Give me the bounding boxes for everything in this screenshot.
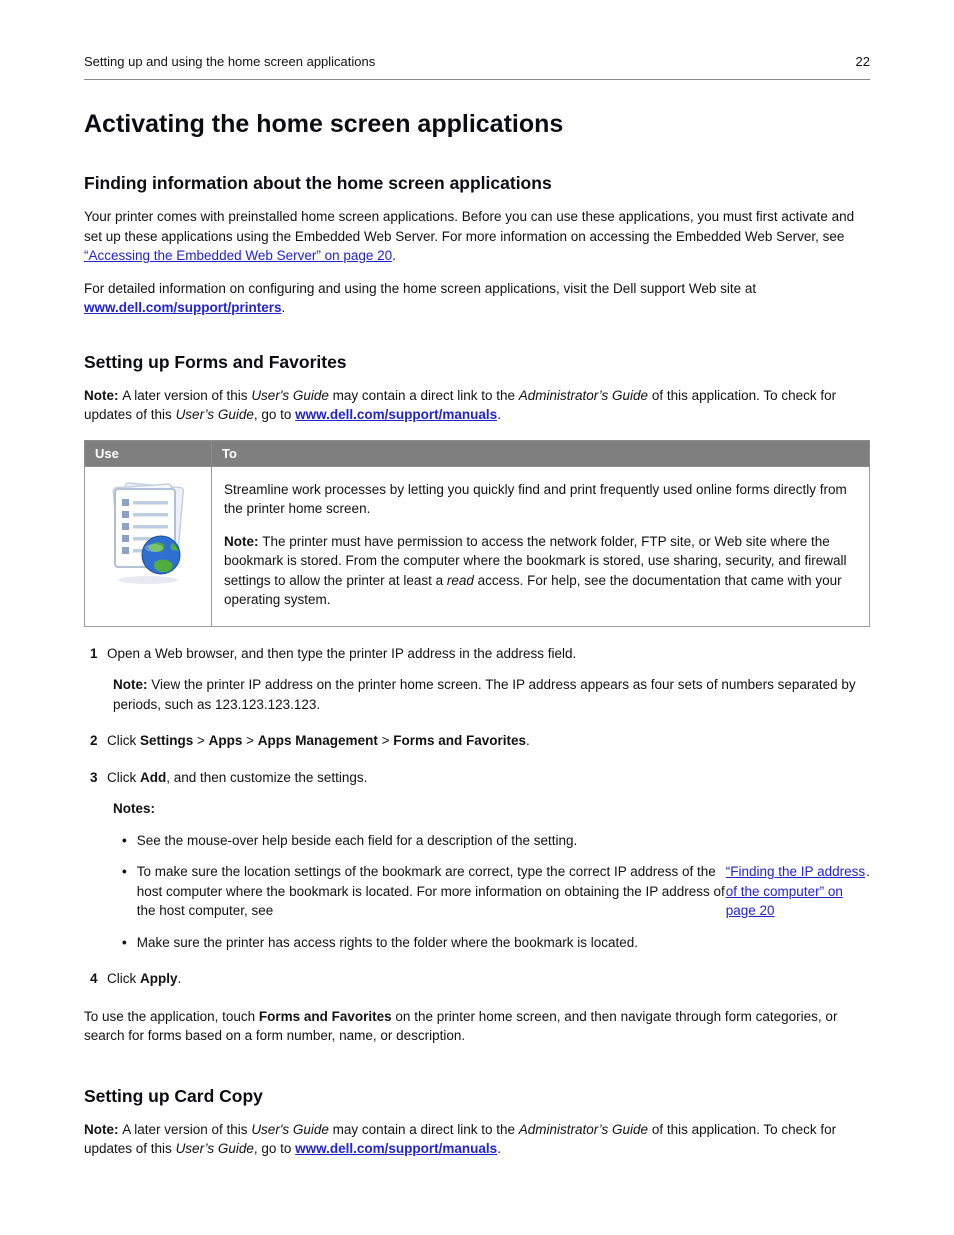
page-header bbox=[84, 54, 870, 80]
page-title: Activating the home screen applications bbox=[84, 110, 564, 138]
paragraph: Click Settings > Apps > Apps Management > Forms and Favorites. bbox=[107, 733, 530, 748]
text-segment: Add bbox=[140, 769, 167, 785]
step-4 bbox=[90, 969, 870, 989]
step-body bbox=[107, 969, 870, 989]
text-segment: Settings bbox=[140, 733, 194, 748]
text-segment: Apps bbox=[208, 733, 243, 748]
page-number: 22 bbox=[855, 54, 870, 69]
step-number: 1 bbox=[90, 645, 98, 661]
paragraph: Click Add, and then customize the settings. bbox=[107, 769, 368, 785]
note-paragraph: Note: A later version of this User's Guide may contain a direct link to the Administrator’s Guide of this application. To check for updates of this User’s Guide, go to www.dell.com/support/manuals. bbox=[84, 1121, 837, 1156]
running-header-title: Setting up and using the home screen applications bbox=[84, 54, 376, 69]
text-segment: Note: bbox=[113, 677, 152, 692]
step-body bbox=[107, 768, 870, 953]
text-segment: User's Guide bbox=[251, 387, 329, 403]
text-segment: Note: bbox=[224, 533, 263, 549]
section-title-finding-information: Finding information about the home screen applications bbox=[84, 173, 552, 193]
numbered-steps bbox=[84, 644, 870, 989]
text-segment: Administrator’s Guide bbox=[518, 387, 649, 403]
table-cell-icon bbox=[85, 466, 212, 626]
paragraph: Your printer comes with preinstalled home screen applications. Before you can use these applications, you must first activate and set up these applications using the Embedded Web Server. For more information on accessing the Embedded Web Server, see “Accessing the Embedded Web Server” on page 20. bbox=[84, 209, 855, 263]
section-title-card-copy: Setting up Card Copy bbox=[84, 1085, 263, 1106]
inline-link[interactable]: “Accessing the Embedded Web Server” on page 20 bbox=[84, 248, 393, 263]
bullet-item: • To make sure the location settings of the bookmark are correct, type the correct IP address of the host computer where the bookmark is located. For more information on obtaining the IP address of the host computer, see “Finding the IP address of the computer” on page 20 . bbox=[122, 862, 870, 921]
step-body bbox=[107, 644, 870, 715]
note-paragraph: Note: The printer must have permission to access the network folder, FTP site, or Web site where the bookmark is stored. From the computer where the bookmark is stored, use sharing, security, and firewall settings to allow the printer at least a read access. For help, see the documentation that came with your operating system. bbox=[224, 533, 847, 607]
text-segment: User’s Guide bbox=[175, 407, 254, 422]
paragraph: Streamline work processes by letting you quickly find and print frequently used online forms directly from the printer home screen. bbox=[224, 481, 847, 516]
text-segment: Apply bbox=[140, 971, 178, 986]
note-paragraph: Note: A later version of this User's Guide may contain a direct link to the Administrator’s Guide of this application. To check for updates of this User’s Guide, go to www.dell.com/support/manuals. bbox=[84, 387, 837, 422]
text-segment: read bbox=[446, 572, 474, 588]
text-segment: Note: bbox=[84, 1121, 123, 1137]
section-title-forms-and-favorites: Setting up Forms and Favorites bbox=[84, 351, 347, 372]
paragraph: For detailed information on configuring and using the home screen applications, visit the Dell support Web site at www.dell.com/support/printers. bbox=[84, 280, 757, 315]
forms-and-favorites-icon bbox=[98, 477, 198, 594]
step-number: 3 bbox=[90, 769, 98, 785]
bullet-item: • Make sure the printer has access rights to the folder where the bookmark is located. bbox=[122, 933, 870, 953]
step-number: 2 bbox=[90, 733, 98, 748]
step-1 bbox=[90, 644, 870, 715]
paragraph: Click Apply. bbox=[107, 971, 182, 986]
table-header-to: To bbox=[212, 440, 870, 466]
text-segment: Forms and Favorites bbox=[393, 733, 527, 748]
table-header-use: Use bbox=[85, 440, 212, 466]
text-segment: Administrator’s Guide bbox=[518, 1121, 649, 1137]
use-to-table bbox=[84, 440, 870, 627]
step-3 bbox=[90, 768, 870, 953]
step-body bbox=[107, 731, 870, 751]
bullet-item: • See the mouse-over help beside each field for a description of the setting. bbox=[122, 831, 870, 851]
text-segment: User’s Guide bbox=[175, 1141, 254, 1156]
table-cell-description bbox=[212, 466, 870, 626]
paragraph: Open a Web browser, and then type the printer IP address in the address field. bbox=[107, 645, 577, 661]
inline-link[interactable]: www.dell.com/support/manuals bbox=[295, 1141, 498, 1156]
text-segment: Note: bbox=[84, 387, 123, 403]
inline-link[interactable]: www.dell.com/support/manuals bbox=[295, 407, 498, 422]
inline-link[interactable]: “Finding the IP address of the computer” on page 20 bbox=[725, 864, 866, 918]
step-number: 4 bbox=[90, 971, 98, 986]
step-2 bbox=[90, 731, 870, 751]
table-row bbox=[85, 466, 870, 626]
note-paragraph: Note: View the printer IP address on the printer home screen. The IP address appears as four sets of numbers separated by periods, such as 123.123.123.123. bbox=[113, 677, 856, 712]
text-segment: User's Guide bbox=[251, 1121, 329, 1137]
inline-link[interactable]: www.dell.com/support/printers bbox=[84, 300, 282, 315]
table-header-row bbox=[85, 440, 870, 466]
text-segment: Apps Management bbox=[257, 733, 378, 748]
notes-label: Notes: bbox=[113, 801, 156, 816]
text-segment: Forms and Favorites bbox=[258, 1008, 392, 1024]
paragraph: To use the application, touch Forms and Favorites on the printer home screen, and then navigate through form categories, or search for forms based on a form number, name, or description. bbox=[84, 1008, 838, 1043]
